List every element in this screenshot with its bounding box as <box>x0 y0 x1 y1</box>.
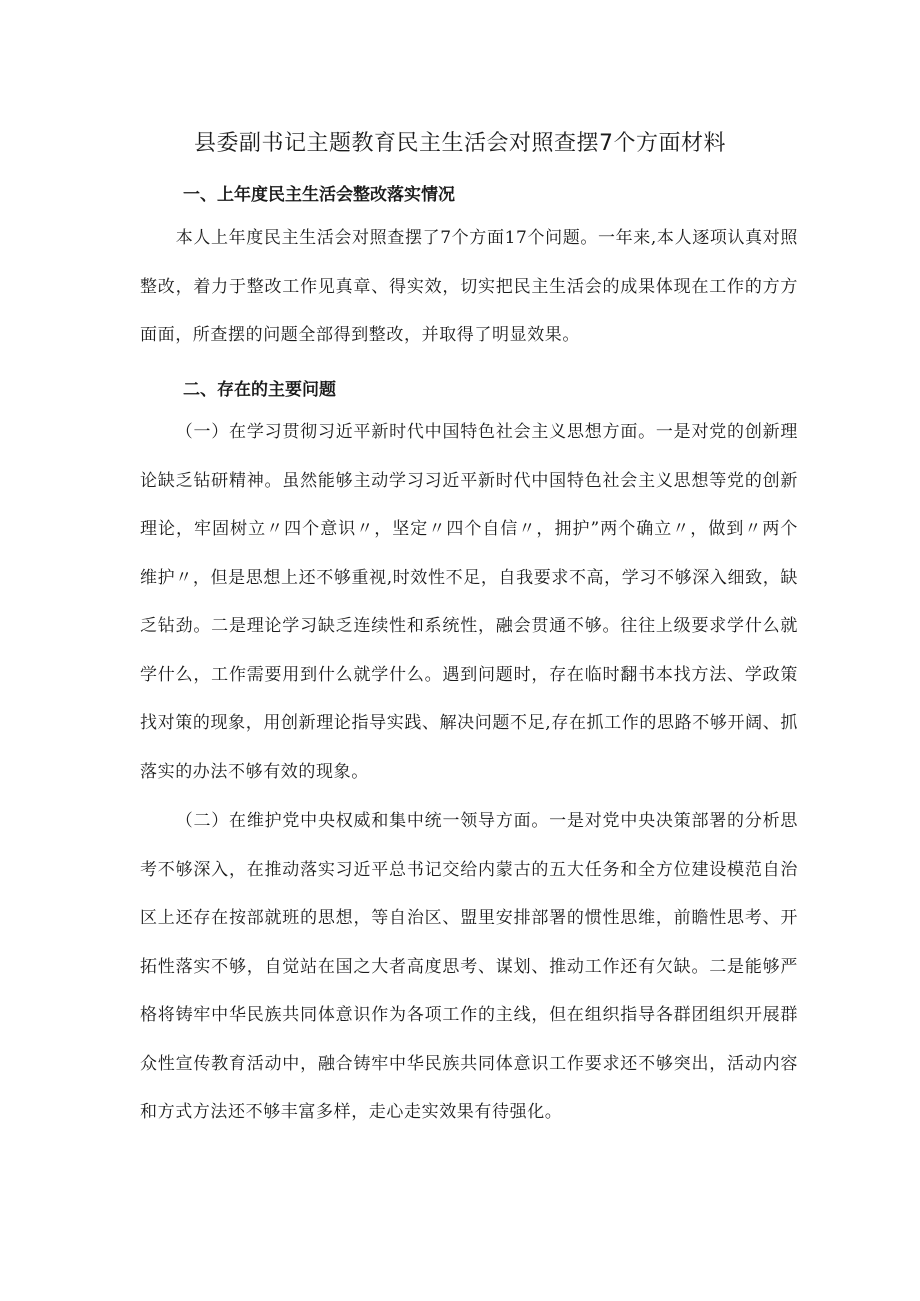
section-heading-2: 二、存在的主要问题 <box>183 380 336 400</box>
document-title: 县委副书记主题教育民主生活会对照查摆7个方面材料 <box>194 131 726 156</box>
section-heading-1: 一、上年度民主生活会整改落实情况 <box>183 185 455 205</box>
paragraph-theory-study: （一）在学习贯彻习近平新时代中国特色社会主义思想方面。一是对党的创新理论缺乏钻研精神。虽然能够主动学习习近平新时代中国特色社会主义思想等党的创新理论，牢固树立〃四个意识〃，坚定〃四个自信〃，拥护”两个确立〃，做到〃两个维护〃，但是思想上还不够重视,时效性不足，自我要求不高，学习不够深入细致，缺乏钻劲。二是理论学习缺乏连续性和系统性，融会贯通不够。往往上级要求学什么就学什么，工作需要用到什么就学什么。遇到问题时，存在临时翻书本找方法、学政策找对策的现象，用创新理论指导实践、解决问题不足,存在抓工作的思路不够开阔、抓落实的办法不够有效的现象。 <box>140 422 798 782</box>
paragraph-central-authority: （二）在维护党中央权威和集中统一领导方面。一是对党中央决策部署的分析思考不够深入，在推动落实习近平总书记交给内蒙古的五大任务和全方位建设模范自治区上还存在按部就班的思想，等自治区、盟里安排部署的惯性思维，前瞻性思考、开拓性落实不够，自觉站在国之大者高度思考、谋划、推动工作还有欠缺。二是能够严格将铸牢中华民族共同体意识作为各项工作的主线，但在组织指导各群团组织开展群众性宣传教育活动中，融合铸牢中华民族共同体意识工作要求还不够突出，活动内容和方式方法还不够丰富多样，走心走实效果有待强化。 <box>140 811 798 1122</box>
paragraph-rectification-status: 本人上年度民主生活会对照查摆了7个方面17个问题。一年来,本人逐项认真对照整改，着力于整改工作见真章、得实效，切实把民主生活会的成果体现在工作的方方面面，所查摆的问题全部得到整改，并取得了明显效果。 <box>140 228 798 345</box>
